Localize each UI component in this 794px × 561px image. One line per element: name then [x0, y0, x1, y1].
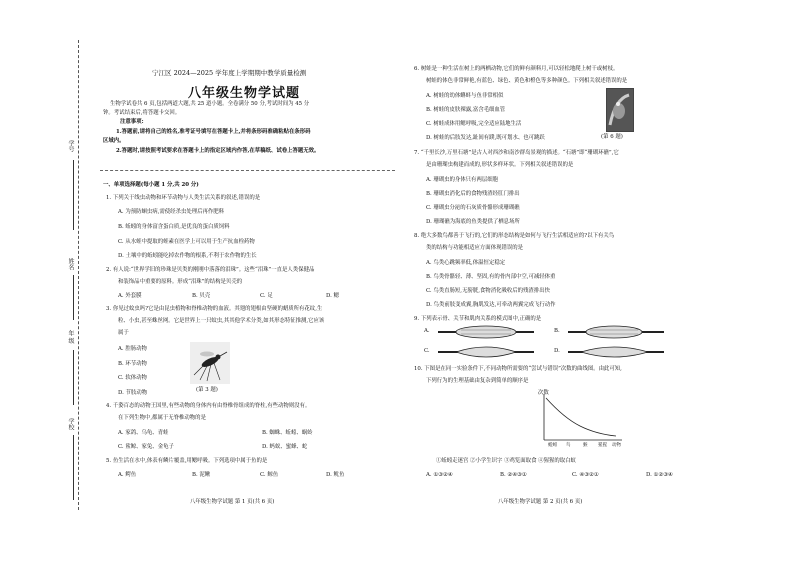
- notice-1: 1.答题前,请将自己的姓名,准考证号填写在答题卡上,并将条形码准确粘贴在条形码: [116, 129, 311, 135]
- q1-option-c: C. 从水蛭中提取的蛭素在医学上可以用于生产抗血栓药物: [118, 239, 255, 245]
- q8-option-d: D. 鸟类前肢变成翼,胸肌发达,可牵动两翼完成飞行动作: [426, 302, 556, 308]
- q7-option-d: D. 珊瑚礁为海底的鱼类提供了栖息场所: [426, 219, 520, 225]
- q7-option-c: C. 珊瑚虫分泌的石灰质骨骼形成珊瑚礁: [426, 205, 520, 211]
- q6-option-a: A. 树蛙的幼体蝌蚪与鱼非常相似: [426, 93, 504, 99]
- q4-stem-2: 在下列生物中,都属于无脊椎动物的是: [118, 415, 206, 421]
- q9-option-a: A.: [424, 328, 430, 334]
- exam-header: 宁江区 2024—2025 学年度上学期期中教学质量检测: [152, 69, 307, 77]
- footer-left: 八年级生物学试题 第 1 页(共 6 页): [190, 499, 275, 505]
- q2-option-a: A. 外套膜: [118, 293, 142, 299]
- divider: [100, 170, 395, 171]
- q10-items: ①蚯蚓走迷宫 ②小学生识字 ③鸡览面取食 ④猩猩的取白蚁: [436, 458, 576, 464]
- q5-option-c: C. 鲸鱼: [260, 472, 279, 478]
- q8-stem-1: 8. 绝大多数鸟都善于飞行的,它们的形态结构是如何与飞行生活相适应的?以下有关鸟: [414, 233, 615, 239]
- chart-y-label: 次数: [538, 390, 549, 396]
- q8-option-c: C. 鸟类直肠短,无膀胱,食物消化吸收后的残渣排出快: [426, 288, 550, 294]
- q9-option-c: C.: [424, 348, 430, 354]
- q9-stem: 9. 下列表示骨、关节和肌肉关系的模式图中,正确的是: [414, 316, 542, 322]
- q6-option-b: B. 树蛙的皮肤裸露,富含毛细血管: [426, 107, 506, 113]
- q5-option-a: A. 鳄鱼: [118, 472, 137, 478]
- q3-option-d: D. 节肢动物: [118, 390, 148, 396]
- intro-line-2: 钟。考试结束后,将答题卡交回。: [103, 110, 181, 116]
- q10-option-b: B. ②④③①: [500, 472, 527, 478]
- school-label: 学校: [67, 418, 74, 430]
- section-title: 一、单项选择题(每小题 1 分,共 20 分): [103, 182, 199, 188]
- q3-stem-3: 属于: [118, 330, 129, 336]
- q10-option-c: C. ④③②①: [572, 472, 599, 478]
- intro-line-1: 生物学试卷共 6 页,包括两道大题,共 25 道小题。全卷满分 50 分,考试时间为 45 分: [110, 101, 310, 107]
- q9-diagram-c: [436, 342, 536, 362]
- q10-stem-1: 10. 下图是在同一实验条件下,不同动物所需要的“尝试与错误”次数的曲线图。由此可知,: [414, 366, 622, 372]
- q5-option-d: D. 鱿鱼: [326, 472, 345, 478]
- chart-xtick-2: 鸟: [566, 443, 571, 448]
- q3-stem-2: 粒、小虫,甚至蛛丝网。它是世界上一只蚊虫,其其他学术分类,如其形态特征推测,它应该: [118, 318, 325, 324]
- tree-frog-image: [606, 88, 634, 132]
- q8-stem-2: 类的结构与功能相适应方面体现错误的是: [426, 245, 524, 251]
- q7-stem-1: 7. “千里长沙,万里石塘”是古人对西沙和南沙群岛景观的描述。“石塘”即“珊瑚环礁”,它: [414, 150, 619, 156]
- notice-1b: 区域内。: [103, 138, 125, 144]
- name-field: [73, 275, 74, 320]
- q9-diagram-b: [566, 322, 666, 342]
- page-title: 八年级生物学试题: [188, 86, 301, 101]
- q9-diagram-d: [566, 342, 666, 362]
- q6-stem-1: 6. 树蛙是一种生活在树上的两栖动物,它们的鲜有颜料月,可以轻松地爬上树干或树枝。: [414, 66, 619, 72]
- q6-option-d: D. 树蛙的后肢发达,趾间有蹼,既可划水、也可跳跃: [426, 135, 545, 141]
- q4-option-d: D. 蚂蚁、蜜蜂、蛇: [262, 444, 308, 450]
- class-field: [73, 350, 74, 405]
- school-field: [73, 435, 74, 500]
- q8-option-a: A. 鸟类心跳频率低,体温恒定稳定: [426, 260, 506, 266]
- q4-option-b: B. 蜘蛛、蚯蚓、蜗蛉: [262, 430, 313, 436]
- q1-option-b: B. 蚯蚓的身体富含蛋白质,是优良的蛋白质饲料: [118, 224, 230, 230]
- q2-option-c: C. 足: [260, 293, 273, 299]
- q3-figure-caption: (第 3 题): [196, 387, 218, 393]
- q1-option-d: D. 土壤中的蚯蚓能吃掉农作物的根系,不利于农作物的生长: [118, 253, 257, 259]
- q8-option-b: B. 鸟类骨骼轻、薄、坚固,有的骨内部中空,可减轻体重: [426, 274, 556, 280]
- q7-option-b: B. 珊瑚虫消化后的食物残渣经肛门排出: [426, 191, 520, 197]
- footer-right: 八年级生物学试题 第 2 页(共 6 页): [498, 499, 583, 505]
- chart-xtick-4: 猩猩: [598, 443, 607, 448]
- q6-figure-caption: (第 6 题): [601, 134, 623, 140]
- id-no-field: [73, 160, 74, 230]
- mosquito-image: [190, 342, 230, 384]
- q10-stem-2: 下列行为的生理基础由复杂到简单的顺序是: [426, 378, 529, 384]
- q2-stem-1: 2. 有人说:“世界学旧的珍珠是贝类的刚刚中落落的泪珠”。这些“泪珠”一直是人类保健品: [106, 267, 315, 273]
- q3-option-c: C. 软体动物: [118, 375, 147, 381]
- q3-stem-1: 3. 你见过蚊虫吗?它是由昆虫植物和脊椎动物的血液。其翅的翅根由坚硬的蜡质所有花纹,生: [106, 306, 323, 312]
- q5-stem: 5. 鱼生活在水中,体表有鳞片覆盖,用鳃呼吸。下列选项中属于鱼的是: [106, 458, 268, 464]
- q10-option-d: D. ①②③④: [646, 472, 673, 478]
- q4-stem-1: 4. 千姿百态的动物王国里,有些动物的身体内有由脊椎骨组成的脊柱,有些动物则没有。: [106, 403, 311, 409]
- q7-option-a: A. 珊瑚虫的身体只有两层细胞: [426, 177, 499, 183]
- q1-stem: 1. 下列关于线虫动物和环节动物与人类生活关系的叙述,错误的是: [106, 195, 261, 201]
- id-no-label: 学号: [67, 140, 74, 152]
- notice-title: 注意事项:: [120, 119, 144, 125]
- q9-diagram-a: [436, 322, 536, 342]
- chart-xtick-1: 蚯蚓: [548, 443, 557, 448]
- binding-line: [78, 40, 79, 510]
- class-label: 年 级: [67, 330, 74, 344]
- q7-stem-2: 是由珊瑚虫构建而成的,形状多样环状。下列相关叙述错误的是: [426, 162, 574, 168]
- q6-option-c: C. 树蛙成体用鳃呼吸,完全适应陆地生活: [426, 121, 522, 127]
- q5-option-b: B. 泥鳅: [192, 472, 211, 478]
- q9-option-d: D.: [554, 348, 560, 354]
- notice-2: 2.答题时,请按照考试要求在答题卡上的指定区域内作答,在草稿纸、试卷上答题无效。: [116, 148, 320, 154]
- q6-stem-2: 树蛙的体色非常鲜艳,有蓝色、绿色、黄色和橙色等多种颜色。下列相关叙述错误的是: [426, 78, 628, 84]
- q3-option-b: B. 环节动物: [118, 361, 147, 367]
- q2-option-b: B. 贝壳: [192, 293, 211, 299]
- q10-option-a: A. ①③②④: [426, 472, 453, 478]
- q4-option-a: A. 家鸽、乌龟、青蛙: [118, 430, 169, 436]
- q9-option-b: B.: [554, 328, 560, 334]
- q2-option-d: D. 鳃: [326, 293, 339, 299]
- chart-xtick-3: 猴: [583, 443, 588, 448]
- chart-x-label: 动物: [612, 443, 621, 448]
- q3-option-a: A. 腔肠动物: [118, 346, 147, 352]
- name-label: 姓名: [67, 258, 74, 270]
- q4-option-c: C. 鲨鲸、家兔、金龟子: [118, 444, 174, 450]
- q2-stem-2: 和装饰品中重要的原料。形成“泪珠”的结构是贝壳的: [118, 279, 243, 285]
- q1-option-a: A. 为预防蛔虫病,需使经杀虫处理后再作肥料: [118, 209, 225, 215]
